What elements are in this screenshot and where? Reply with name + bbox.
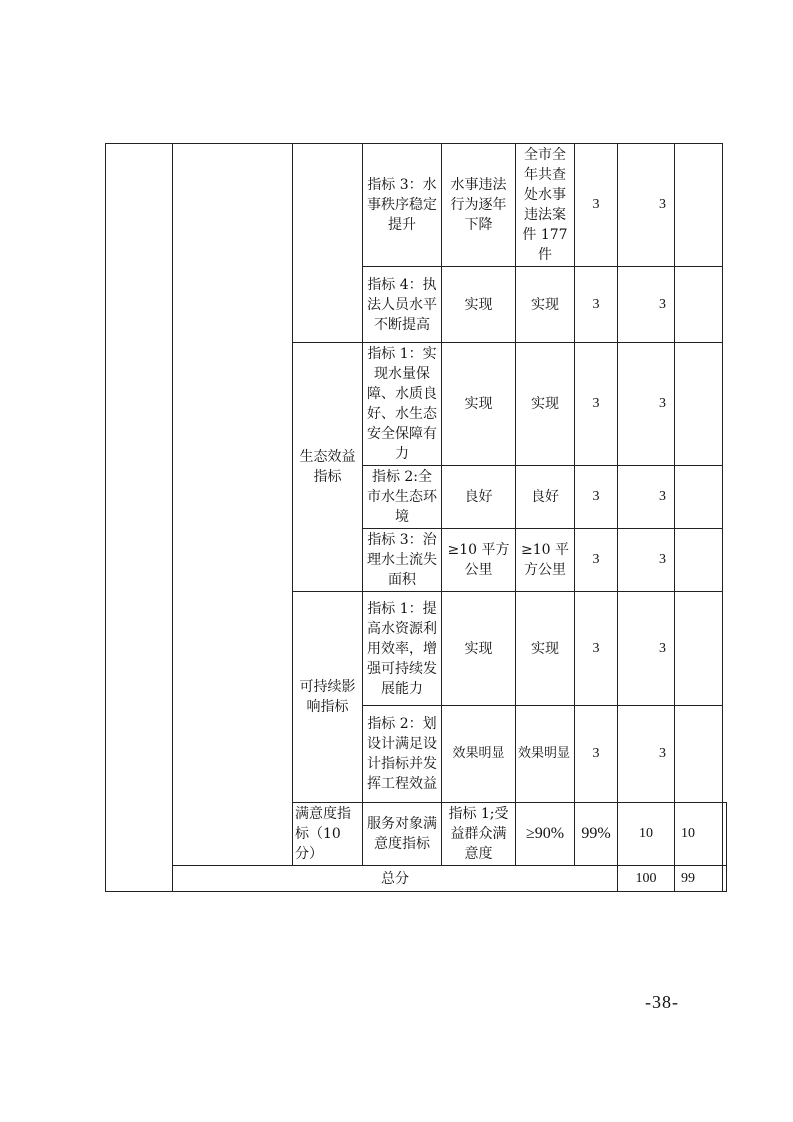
actual-cell: 效果明显: [516, 706, 575, 803]
score-cell: 3: [618, 267, 675, 343]
actual-cell: 实现: [516, 267, 575, 343]
note-cell: [675, 144, 723, 267]
score-cell: 3: [618, 144, 675, 267]
total-label-cell: 总分: [173, 866, 618, 892]
weight-cell: 3: [575, 592, 618, 706]
sustainability-category-cell: 可持续影响指标: [293, 592, 363, 803]
score-cell: 3: [618, 466, 675, 529]
score-cell: 3: [618, 706, 675, 803]
indicator-cell: 指标 3：治理水土流失面积: [363, 529, 442, 592]
score-cell: 3: [618, 529, 675, 592]
target-cell: 水事违法行为逐年下降: [442, 144, 516, 267]
page-number: -38-: [645, 992, 679, 1012]
weight-cell: 3: [575, 144, 618, 267]
target-cell: ≥10 平方公里: [442, 529, 516, 592]
table-row: [106, 144, 727, 267]
actual-cell: 99%: [575, 803, 618, 866]
level2-category-cell: [173, 144, 293, 866]
level3-category-cell: [293, 144, 363, 343]
actual-cell: 实现: [516, 592, 575, 706]
total-score-cell: 99: [675, 866, 723, 892]
score-cell: 3: [618, 592, 675, 706]
indicator-cell: 指标 1：实现水量保障、水质良好、水生态安全保障有力: [363, 343, 442, 466]
target-cell: 实现: [442, 343, 516, 466]
indicator-cell: 指标 4：执法人员水平不断提高: [363, 267, 442, 343]
indicator-cell: 指标 1：提高水资源利用效率，增强可持续发展能力: [363, 592, 442, 706]
actual-cell: 全市全年共查处水事违法案件 177 件: [516, 144, 575, 267]
score-cell: 3: [618, 343, 675, 466]
note-cell: [675, 592, 723, 706]
target-cell: 实现: [442, 592, 516, 706]
weight-cell: 3: [575, 466, 618, 529]
note-cell: [675, 343, 723, 466]
target-cell: 效果明显: [442, 706, 516, 803]
note-cell: [675, 706, 723, 803]
performance-table: [105, 143, 727, 892]
indicator-cell: 指标 3：水事秩序稳定提升: [363, 144, 442, 267]
weight-cell: 10: [618, 803, 675, 866]
weight-cell: 3: [575, 529, 618, 592]
actual-cell: 实现: [516, 343, 575, 466]
note-cell: [675, 466, 723, 529]
score-cell: 10: [675, 803, 723, 866]
weight-cell: 3: [575, 267, 618, 343]
actual-cell: ≥10 平方公里: [516, 529, 575, 592]
weight-cell: 3: [575, 343, 618, 466]
satisfaction-subcategory-cell: 服务对象满意度指标: [363, 803, 442, 866]
indicator-cell: 指标 2:全市水生态环境: [363, 466, 442, 529]
actual-cell: 良好: [516, 466, 575, 529]
table-row: [106, 866, 727, 892]
indicator-cell: 指标 1;受益群众满意度: [442, 803, 516, 866]
weight-cell: 3: [575, 706, 618, 803]
target-cell: 良好: [442, 466, 516, 529]
note-cell: [723, 866, 727, 892]
note-cell: [675, 529, 723, 592]
total-weight-cell: 100: [618, 866, 675, 892]
note-cell: [675, 267, 723, 343]
target-cell: 实现: [442, 267, 516, 343]
note-cell: [723, 803, 727, 866]
target-cell: ≥90%: [516, 803, 575, 866]
indicator-cell: 指标 2：划设计满足设计指标并发挥工程效益: [363, 706, 442, 803]
satisfaction-category-cell: 满意度指标（10 分）: [293, 803, 363, 866]
eco-benefit-category-cell: 生态效益指标: [293, 343, 363, 592]
level1-category-cell: [106, 144, 173, 892]
